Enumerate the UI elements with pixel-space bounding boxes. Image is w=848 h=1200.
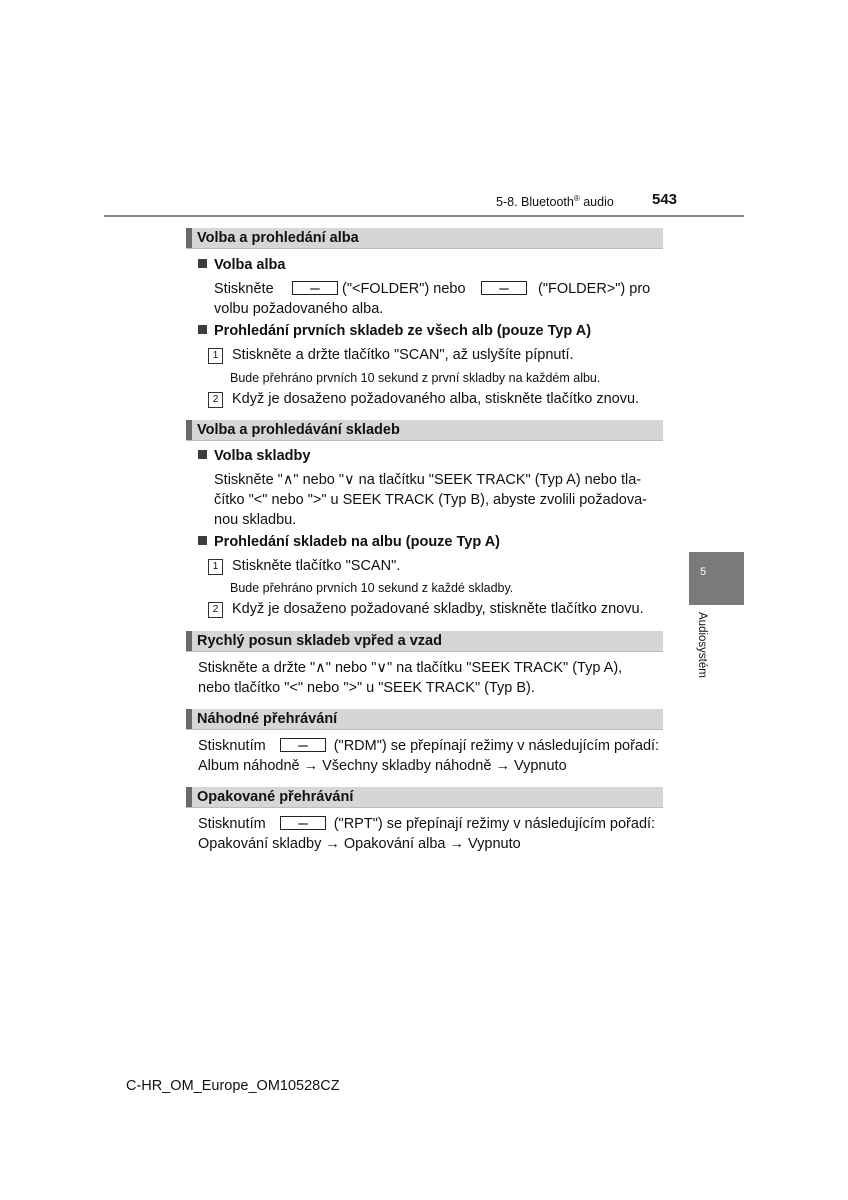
rdm-button-icon: [280, 738, 326, 752]
paragraph-line: Album náhodně → Všechny skladby náhodně → Vypnuto: [198, 758, 567, 774]
chapter-tab: [689, 552, 744, 605]
step-number: 2: [208, 392, 223, 408]
paragraph-line: Stiskněte "∧" nebo "∨ na tlačítku "SEEK TRACK" (Typ A) nebo tla-: [214, 472, 642, 488]
square-bullet-icon: [198, 325, 207, 334]
section-marker: [186, 709, 192, 729]
note-text: Bude přehráno prvních 10 sekund z první skladby na každém albu.: [230, 371, 601, 385]
step-number: 2: [208, 602, 223, 618]
square-bullet-icon: [198, 536, 207, 545]
subheading: Volba skladby: [198, 448, 310, 464]
folder-down-button-icon: [292, 281, 338, 295]
subheading: Volba alba: [198, 257, 285, 273]
step-number: 1: [208, 559, 223, 575]
section-header-album: [186, 228, 663, 249]
paragraph-line: Stiskněte: [214, 279, 348, 299]
section-header-tracks: [186, 420, 663, 441]
section-header-fast-seek: [186, 631, 663, 652]
paragraph-line: čítko "<" nebo ">" u SEEK TRACK (Typ B), abyste zvolili požadova-: [214, 492, 647, 508]
step-item: 2 Když je dosaženo požadované skladby, stiskněte tlačítko znovu.: [208, 599, 644, 619]
section-marker: [186, 420, 192, 440]
step-number: 1: [208, 348, 223, 364]
step-item: 2 Když je dosaženo požadovaného alba, stiskněte tlačítko znovu.: [208, 389, 639, 409]
document-code: C-HR_OM_Europe_OM10528CZ: [126, 1078, 340, 1094]
section-title: Volba a prohledání alba: [197, 230, 359, 246]
paragraph-line: Opakování skladby → Opakování alba → Vypnuto: [198, 836, 521, 852]
note-text: Bude přehráno prvních 10 sekund z každé skladby.: [230, 581, 514, 595]
section-marker: [186, 787, 192, 807]
section-title: Náhodné přehrávání: [197, 711, 338, 727]
section-header-random: [186, 709, 663, 730]
paragraph-line: ("<FOLDER") nebo: [342, 281, 466, 297]
section-title: Rychlý posun skladeb vpřed a vzad: [197, 633, 442, 649]
folder-up-button-icon: [481, 281, 527, 295]
paragraph-line: Stiskněte a držte "∧" nebo "∨" na tlačítku "SEEK TRACK" (Typ A),: [198, 660, 623, 676]
section-heading: 5-8. Bluetooth® audio: [496, 194, 614, 210]
step-item: 1 Stiskněte a držte tlačítko "SCAN", až uslyšíte pípnutí.: [208, 345, 574, 365]
subheading: Prohledání skladeb na albu (pouze Typ A): [198, 534, 500, 550]
square-bullet-icon: [198, 259, 207, 268]
paragraph-line: nou skladbu.: [214, 512, 297, 528]
paragraph-line: ("FOLDER>") pro: [481, 279, 650, 299]
page-number: 543: [652, 191, 678, 208]
paragraph-line: Stisknutím ("RPT") se přepínají režimy v následujícím pořadí:: [198, 816, 656, 832]
header-divider: [104, 215, 744, 217]
step-item: 1 Stiskněte tlačítko "SCAN".: [208, 556, 400, 576]
paragraph-line: Stisknutím ("RDM") se přepínají režimy v následujícím pořadí:: [198, 738, 660, 754]
section-header-repeat: [186, 787, 663, 808]
square-bullet-icon: [198, 450, 207, 459]
section-title: Opakované přehrávání: [197, 789, 354, 805]
chapter-number: 5: [700, 566, 707, 578]
section-marker: [186, 228, 192, 248]
subheading: Prohledání prvních skladeb ze všech alb (pouze Typ A): [198, 323, 591, 339]
section-title: Volba a prohledávání skladeb: [197, 422, 400, 438]
paragraph-line: volbu požadovaného alba.: [214, 301, 384, 317]
section-marker: [186, 631, 192, 651]
rpt-button-icon: [280, 816, 326, 830]
paragraph-line: nebo tlačítko "<" nebo ">" u "SEEK TRACK" (Typ B).: [198, 680, 535, 696]
chapter-label: Audiosystém: [696, 612, 708, 678]
